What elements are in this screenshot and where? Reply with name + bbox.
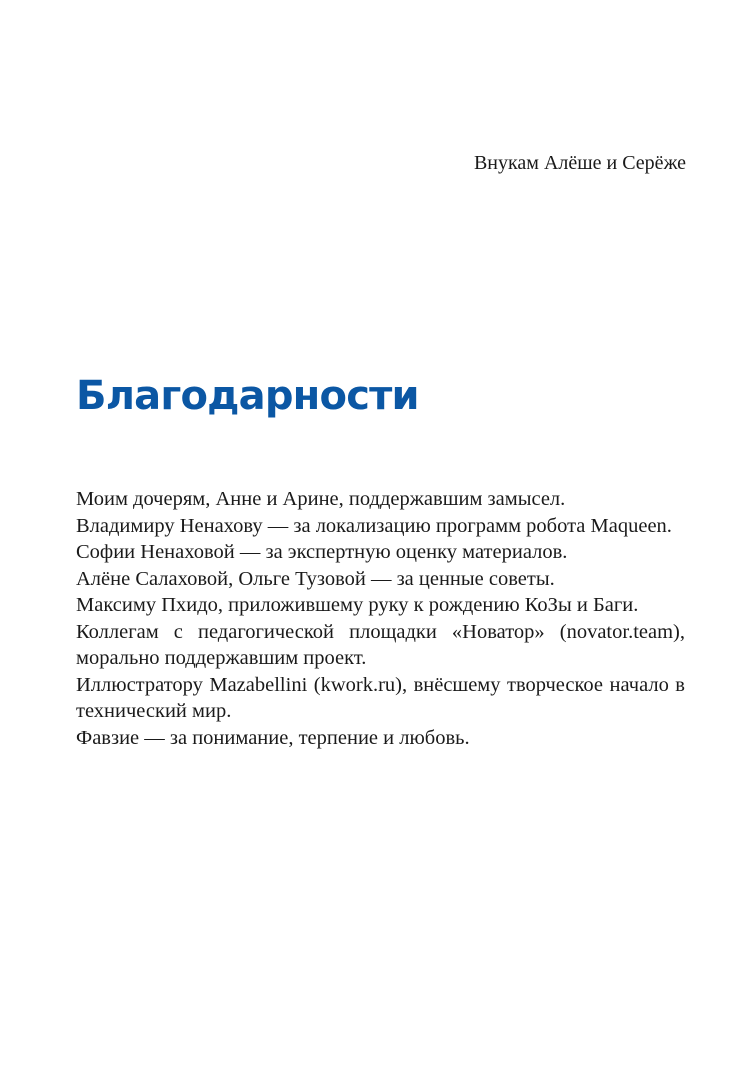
page-title: Благодарности <box>76 373 419 419</box>
dedication-epigraph: Внукам Алёше и Серёже <box>473 152 686 174</box>
acknowledgment-item: Иллюстратору Mazabellini (kwork.ru), внёсшему творческое начало в технический мир. <box>76 673 685 722</box>
acknowledgment-item: Владимиру Ненахову — за локализацию программ робота Maqueen. <box>76 514 672 537</box>
acknowledgment-item: Коллегам с педагогической площадки «Новатор» (novator.team), морально поддержавшим проект. <box>76 620 685 669</box>
acknowledgment-item: Моим дочерям, Анне и Арине, поддержавшим замысел. <box>76 488 566 510</box>
acknowledgment-item: Алёне Салаховой, Ольге Тузовой — за ценные советы. <box>76 567 555 590</box>
acknowledgment-item: Максиму Пхидо, приложившему руку к рождению КоЗы и Баги. <box>76 594 639 616</box>
acknowledgment-item: Софии Ненаховой — за экспертную оценку материалов. <box>76 541 568 563</box>
acknowledgment-item: Фавзие — за понимание, терпение и любовь. <box>76 726 470 749</box>
acknowledgments-list <box>76 486 685 751</box>
